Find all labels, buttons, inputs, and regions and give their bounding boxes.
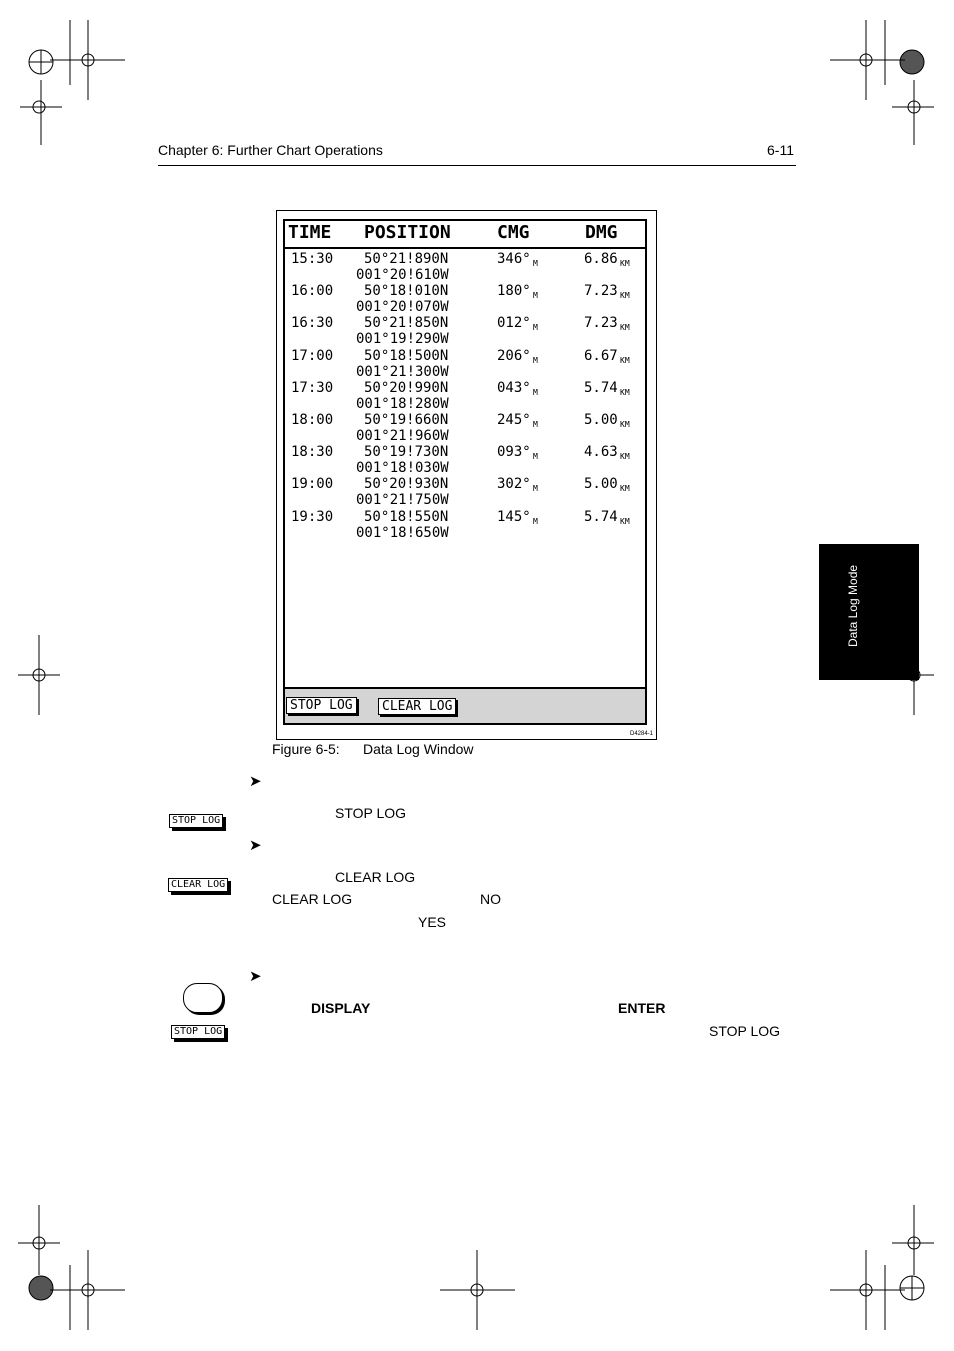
row-cmg: 093° (497, 444, 531, 460)
row-cmg-unit-wrap (533, 383, 538, 399)
row-longitude: 001°21!300W (356, 364, 449, 380)
row-time: 18:30 (291, 444, 334, 460)
row-dmg: 5.74 (584, 380, 618, 396)
column-header-time: TIME (288, 222, 332, 243)
row-latitude: 50°18!010N (364, 283, 449, 299)
row-cmg-unit-wrap (533, 318, 538, 334)
clear-log-key-icon: CLEAR LOG (168, 878, 228, 892)
row-time: 16:00 (291, 283, 334, 299)
row-dmg-unit: KM (620, 452, 630, 461)
row-time: 18:00 (291, 412, 334, 428)
row-cmg-unit-wrap (533, 479, 538, 495)
arrow-icon: ➤ (249, 837, 262, 854)
row-cmg-unit-wrap (533, 512, 538, 528)
figure-caption-number: Figure 6-5: (272, 741, 340, 757)
header-rule (158, 165, 796, 166)
row-cmg: 302° (497, 476, 531, 492)
chapter-title: Chapter 6: Further Chart Operations (158, 142, 383, 158)
row-dmg-unit: KM (620, 259, 630, 268)
row-dmg-unit: KM (620, 517, 630, 526)
row-dmg-unit: KM (620, 420, 630, 429)
arrow-icon: ➤ (249, 773, 262, 790)
row-latitude: 50°18!550N (364, 509, 449, 525)
display-text: DISPLAY (311, 1000, 371, 1016)
column-header-position: POSITION (364, 222, 451, 243)
clear-log-text: CLEAR LOG (335, 869, 416, 885)
row-dmg-unit-wrap (620, 254, 630, 270)
row-latitude: 50°19!660N (364, 412, 449, 428)
row-time: 19:30 (291, 509, 334, 525)
row-cmg-unit: M (533, 452, 538, 461)
row-dmg-unit-wrap (620, 512, 630, 528)
header-divider (285, 247, 645, 249)
row-latitude: 50°19!730N (364, 444, 449, 460)
row-cmg-unit: M (533, 484, 538, 493)
row-latitude: 50°21!850N (364, 315, 449, 331)
row-dmg-unit: KM (620, 323, 630, 332)
stop-log-text: STOP LOG (335, 805, 407, 821)
row-longitude: 001°21!750W (356, 492, 449, 508)
row-time: 17:30 (291, 380, 334, 396)
row-dmg-unit-wrap (620, 415, 630, 431)
row-cmg-unit-wrap (533, 351, 538, 367)
row-dmg: 5.00 (584, 412, 618, 428)
stop-log-softkey[interactable]: STOP LOG (286, 697, 357, 714)
row-dmg-unit-wrap (620, 447, 630, 463)
row-dmg: 4.63 (584, 444, 618, 460)
row-cmg: 043° (497, 380, 531, 396)
stop-log-key-icon: STOP LOG (169, 814, 223, 828)
row-latitude: 50°20!990N (364, 380, 449, 396)
row-dmg: 5.74 (584, 509, 618, 525)
row-dmg-unit-wrap (620, 318, 630, 334)
row-cmg: 346° (497, 251, 531, 267)
row-cmg-unit-wrap (533, 254, 538, 270)
figure-id: D4284-1 (630, 731, 654, 737)
column-header-cmg: CMG (497, 222, 530, 243)
stop-log-text: STOP LOG (709, 1023, 781, 1039)
row-longitude: 001°19!290W (356, 331, 449, 347)
row-dmg: 7.23 (584, 283, 618, 299)
row-cmg: 180° (497, 283, 531, 299)
row-cmg-unit: M (533, 291, 538, 300)
column-header-dmg: DMG (585, 222, 618, 243)
stop-log-key-icon: STOP LOG (171, 1025, 225, 1039)
row-latitude: 50°21!890N (364, 251, 449, 267)
row-dmg-unit: KM (620, 388, 630, 397)
row-longitude: 001°18!030W (356, 460, 449, 476)
round-key-icon (183, 983, 223, 1013)
row-cmg-unit-wrap (533, 415, 538, 431)
row-time: 19:00 (291, 476, 334, 492)
row-latitude: 50°18!500N (364, 348, 449, 364)
row-dmg: 6.86 (584, 251, 618, 267)
clear-log-softkey[interactable]: CLEAR LOG (378, 698, 456, 715)
no-text: NO (480, 891, 501, 907)
row-cmg-unit: M (533, 388, 538, 397)
row-latitude: 50°20!930N (364, 476, 449, 492)
row-dmg-unit: KM (620, 484, 630, 493)
row-longitude: 001°21!960W (356, 428, 449, 444)
enter-text: ENTER (618, 1000, 666, 1016)
row-dmg-unit-wrap (620, 351, 630, 367)
side-tab (819, 544, 919, 680)
row-dmg: 6.67 (584, 348, 618, 364)
side-tab-label: Data Log Mode (846, 564, 860, 647)
row-dmg-unit-wrap (620, 286, 630, 302)
row-longitude: 001°18!280W (356, 396, 449, 412)
row-longitude: 001°20!070W (356, 299, 449, 315)
row-cmg-unit: M (533, 420, 538, 429)
row-cmg-unit: M (533, 356, 538, 365)
row-cmg: 245° (497, 412, 531, 428)
row-cmg-unit: M (533, 517, 538, 526)
row-time: 16:30 (291, 315, 334, 331)
row-dmg-unit-wrap (620, 479, 630, 495)
arrow-icon: ➤ (249, 968, 262, 985)
row-dmg: 5.00 (584, 476, 618, 492)
page-number: 6-11 (767, 142, 794, 158)
row-longitude: 001°18!650W (356, 525, 449, 541)
row-cmg: 206° (497, 348, 531, 364)
row-cmg: 012° (497, 315, 531, 331)
row-cmg-unit: M (533, 323, 538, 332)
row-time: 15:30 (291, 251, 334, 267)
row-time: 17:00 (291, 348, 334, 364)
row-dmg: 7.23 (584, 315, 618, 331)
row-cmg-unit-wrap (533, 447, 538, 463)
row-dmg-unit: KM (620, 291, 630, 300)
clear-log-text: CLEAR LOG (272, 891, 353, 907)
row-cmg: 145° (497, 509, 531, 525)
row-longitude: 001°20!610W (356, 267, 449, 283)
row-dmg-unit: KM (620, 356, 630, 365)
row-cmg-unit-wrap (533, 286, 538, 302)
yes-text: YES (418, 914, 447, 930)
figure-caption-title: Data Log Window (363, 741, 474, 757)
row-cmg-unit: M (533, 259, 538, 268)
row-dmg-unit-wrap (620, 383, 630, 399)
